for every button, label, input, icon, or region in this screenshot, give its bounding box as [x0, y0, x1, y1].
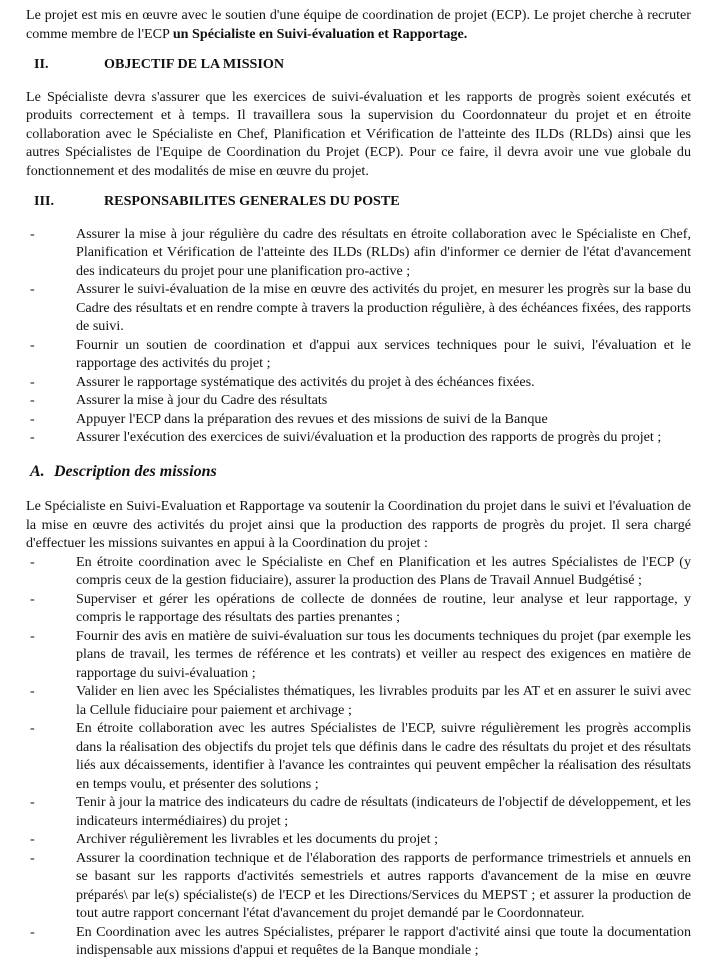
section-title: OBJECTIF DE LA MISSION [104, 56, 284, 72]
objective-paragraph: Le Spécialiste devra s'assurer que les exercices de suivi-évaluation et les rapports de progrès soient exécutés et produits correctement et à temps. Il travaillera sous la supervision du Coordonnateur du projet et en étroite collaboration avec le Spécialiste en Chef, Planification et Vérification de l'atteinte des ILDs (RLDs) ainsi que les autres Spécialistes de l'Equipe de Coordination du Projet (ECP). Pour ce faire, il devra avoir une vue globale du fonctionnement et des modalités de mise en œuvre du projet. [26, 88, 691, 179]
list-item: - Appuyer l'ECP dans la préparation des revues et des missions de suivi de la Banque [26, 410, 691, 429]
intro-text: Le projet est mis en œuvre avec le soutien d'une équipe de coordination de projet (ECP). Le projet cherche à recruter comme membre de l'ECP [26, 7, 691, 42]
intro-paragraph [26, 6, 691, 43]
section-number: II. [34, 56, 49, 72]
subsection-heading-missions [26, 463, 691, 482]
list-item: - En étroite collaboration avec les autres Spécialistes de l'ECP, suivre régulièrement les progrès accomplis dans la réalisation des objectifs du projet tels que définis dans le cadre des résultats du projet et des résultats liés aux décaissements, identifier à l'avance les contraintes qui peuvent empêcher la réalisation des résultats en temps voulu, et présenter des solutions ; [26, 719, 691, 793]
list-item: - Tenir à jour la matrice des indicateurs du cadre de résultats (indicateurs de l'objectif de développement, et les indicateurs intermédiaires) du projet ; [26, 793, 691, 830]
list-item: - Assurer le suivi-évaluation de la mise en œuvre des activités du projet, en mesurer les progrès sur la base du Cadre des résultats et en rendre compte à travers la production régulière, à des échéances fixées, des rapports de suivi. [26, 280, 691, 336]
list-item: - En Coordination avec les autres Spécialistes, préparer le rapport d'activité ainsi que toute la documentation indispensable aux missions d'appui et requêtes de la Banque mondiale ; [26, 923, 691, 960]
responsibilities-list [26, 225, 691, 447]
subsection-title: Description des missions [54, 462, 217, 480]
section-heading-responsibilities [26, 192, 691, 211]
list-item: - Valider en lien avec les Spécialistes thématiques, les livrables produits par les AT et en assurer le suivi avec la Cellule fiduciaire pour paiement et archivage ; [26, 682, 691, 719]
subsection-letter: A. [30, 462, 45, 480]
list-item: - Assurer l'exécution des exercices de suivi/évaluation et la production des rapports de progrès du projet ; [26, 428, 691, 447]
list-item: - Superviser et gérer les opérations de collecte de données de routine, leur analyse et leur rapportage, y compris le rapportage des résultats des parties prenantes ; [26, 590, 691, 627]
intro-position-title: un Spécialiste en Suivi-évaluation et Rapportage. [172, 25, 468, 42]
list-item: - Fournir un soutien de coordination et d'appui aux services techniques pour le suivi, l'évaluation et le rapportage des activités du projet ; [26, 336, 691, 373]
section-title: RESPONSABILITES GENERALES DU POSTE [104, 193, 400, 209]
list-item: - En étroite coordination avec le Spécialiste en Chef en Planification et les autres Spécialistes de l'ECP (y compris ceux de la gestion fiduciaire), assurer la production des Plans de Travail Annuel Budgétisé ; [26, 553, 691, 590]
section-heading-objective [26, 55, 691, 74]
missions-list [26, 553, 691, 960]
list-item: - Assurer la mise à jour régulière du cadre des résultats en étroite collaboration avec le Spécialiste en Chef, Planification et Vérification de l'atteinte des ILDs (RLDs) afin d'informer ce dernier de l'état d'avancement des indicateurs du projet pour une planification pro-active ; [26, 225, 691, 281]
list-item: - Fournir des avis en matière de suivi-évaluation sur tous les documents techniques du projet (par exemple les plans de travail, les termes de référence et les contrats) et veiller au respect des exigences en matière de rapportage du suivi-évaluation ; [26, 627, 691, 683]
list-item: - Assurer la coordination technique et de l'élaboration des rapports de performance trimestriels et annuels en se basant sur les rapports d'activités semestriels et autres rapports d'avancement de la mise en œuvre préparés\ par le(s) spécialiste(s) de l'ECP et les Directions/Services du MEPST ; et assurer la production de tout autre rapport concernant l'état d'avancement du projet demandé par le Coordonnateur. [26, 849, 691, 923]
list-item: - Assurer la mise à jour du Cadre des résultats [26, 391, 691, 410]
list-item: - Assurer le rapportage systématique des activités du projet à des échéances fixées. [26, 373, 691, 392]
section-number: III. [34, 193, 54, 209]
missions-paragraph: Le Spécialiste en Suivi-Evaluation et Rapportage va soutenir la Coordination du projet dans le suivi et l'évaluation de la mise en œuvre des activités du projet ainsi que la production des rapports de progrès du projet. Il sera chargé d'effectuer les missions suivantes en appui à la Coordination du projet : [26, 498, 691, 551]
list-item: - Archiver régulièrement les livrables et les documents du projet ; [26, 830, 691, 849]
